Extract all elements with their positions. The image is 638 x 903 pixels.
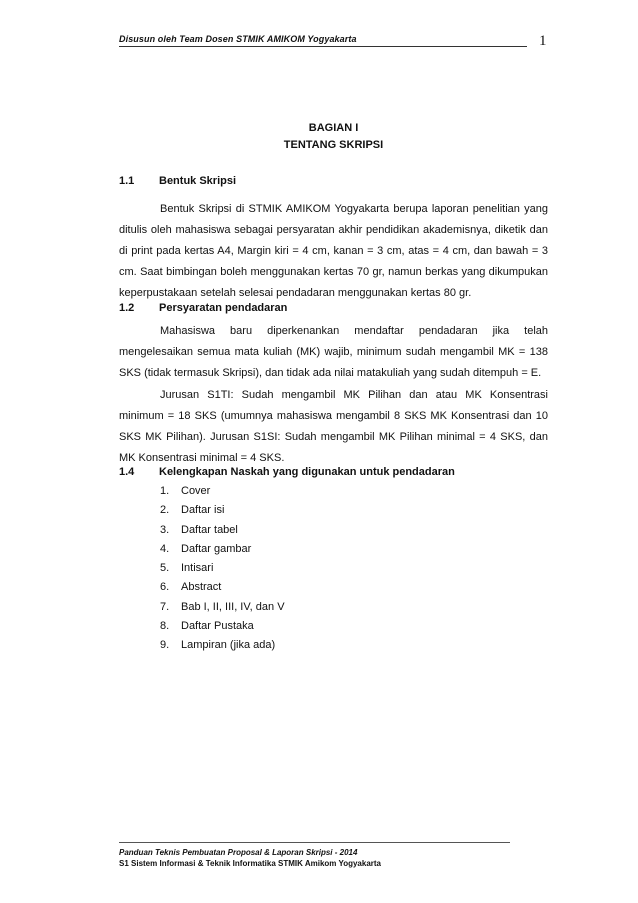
section-heading-1-2 — [119, 302, 287, 314]
list-item: 4. Daftar gambar — [160, 542, 252, 555]
running-footer — [119, 847, 381, 869]
chapter-title: TENTANG SKRIPSI — [283, 139, 384, 151]
paragraph: Bentuk Skripsi di STMIK AMIKOM Yogyakarta berupa laporan penelitian yang ditulis oleh mahasiswa sebagai persyaratan akhir pendidikan akademisnya, diketik dan di print pada kertas A4, Margin kiri = 4 cm, kanan = 3 cm, atas = 4 cm, dan bawah = 3 cm. Saat bimbingan boleh menggunakan kertas 70 gr, namun berkas yang dikumpukan keperpustakaan setelah selesai pendadaran menggunakan kertas 80 gr. — [119, 203, 548, 299]
footer-rule — [119, 842, 510, 843]
list-item: 5. Intisari — [160, 562, 214, 575]
page-number: 1 — [539, 33, 547, 49]
section-title: Kelengkapan Naskah yang digunakan untuk pendadaran — [159, 466, 455, 478]
list-item: 9. Lampiran (jika ada) — [160, 639, 276, 652]
list-item: 1. Cover — [160, 485, 211, 497]
list-item: 2. Daftar isi — [160, 504, 225, 517]
list-item: 3. Daftar tabel — [160, 523, 238, 536]
list-item: 6. Abstract — [160, 581, 222, 594]
section-title: Persyaratan pendadaran — [159, 302, 288, 314]
footer-line-1: Panduan Teknis Pembuatan Proposal & Laporan Skripsi - 2014 — [119, 848, 358, 857]
chapter-label: BAGIAN I — [308, 122, 359, 134]
running-header: Disusun oleh Team Dosen STMIK AMIKOM Yogyakarta — [119, 34, 357, 44]
section-title: Bentuk Skripsi — [159, 175, 237, 187]
section-number: 1.1 — [119, 175, 135, 187]
chapter-heading — [119, 120, 548, 154]
paragraph: Mahasiswa baru diperkenankan mendaftar pendadaran jika telah mengelesaikan semua mata kuliah (MK) wajib, minimum sudah mengambil MK = 138 SKS (tidak termasuk Skripsi), dan tidak ada nilai matakuliah yang sudah ditempuh = E. — [119, 325, 548, 379]
footer-line-2: S1 Sistem Informasi & Teknik Informatika STMIK Amikom Yogyakarta — [119, 859, 382, 868]
section-heading-1-1 — [119, 175, 236, 187]
list-item: 7. Bab I, II, III, IV, dan V — [160, 600, 285, 613]
paragraph: Jurusan S1TI: Sudah mengambil MK Pilihan dan atau MK Konsentrasi minimum = 18 SKS (umumnya mahasiswa mengambil 8 SKS MK Konsentrasi dan 10 SKS MK Pilihan). Jurusan S1SI: Sudah mengambil MK Pilihan minimal = 4 SKS, dan MK Konsentrasi minimal = 4 SKS. — [119, 389, 548, 464]
section-heading-1-4 — [119, 466, 455, 478]
section-number: 1.4 — [119, 466, 135, 478]
list-item: 8. Daftar Pustaka — [160, 620, 254, 633]
section-number: 1.2 — [119, 302, 135, 314]
header-rule — [119, 46, 527, 47]
requirements-list — [160, 482, 285, 656]
